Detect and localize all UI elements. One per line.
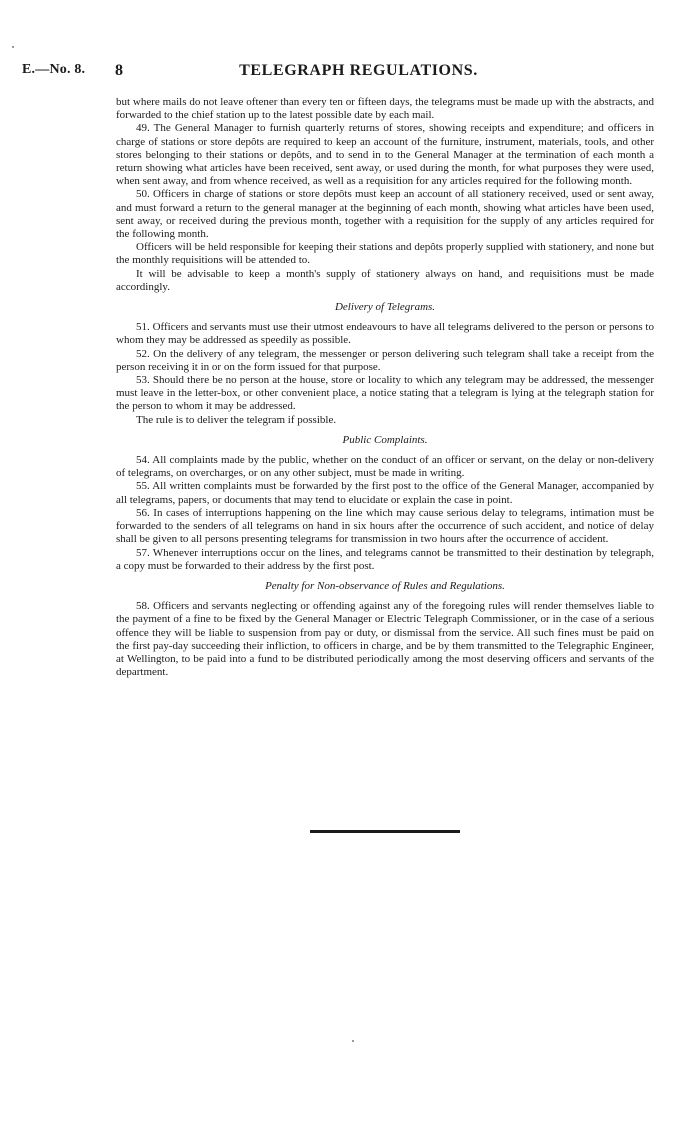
- scan-speck: [352, 1040, 354, 1042]
- page-number: 8: [115, 62, 123, 79]
- end-rule: [310, 830, 460, 833]
- section-heading-delivery: Delivery of Telegrams.: [334, 301, 436, 314]
- paragraph-57: 57. Whenever interruptions occur on the lines, and telegrams cannot be transmitted to their destination by telegraph, a copy must be forwarded to their address by the first post.: [116, 546, 654, 572]
- scan-speck: [12, 46, 14, 48]
- section-heading-penalty: Penalty for Non-observance of Rules and Regulations.: [265, 579, 505, 592]
- paragraph-54: 54. All complaints made by the public, whether on the conduct of an officer or servant, on the delay or non-delivery of telegrams, on overcharges, or on any other subject, must be made in writing.: [116, 454, 654, 480]
- document-reference: E.—No. 8.: [22, 62, 86, 77]
- paragraph-52: 52. On the delivery of any telegram, the messenger or person delivering such telegram shall take a receipt from the person receiving it in or on the form issued for that purpose.: [116, 347, 654, 373]
- page-header: [22, 62, 665, 82]
- paragraph-53-rule: The rule is to deliver the telegram if possible.: [136, 413, 337, 426]
- paragraph-49: 49. The General Manager to furnish quarterly returns of stores, showing receipts and expenditure; and officers in charge of stations or store depôts are required to keep an account of the furniture, instrument, materials, tools, and other stores belonging to their stations or depôts, and to send in to the General Manager at the termination of each month a return showing what articles have been received, sent away, or used during the month, for what purposes they were used, when sent away, and from whence received, as well as a requisition for any articles required for the following month.: [116, 122, 654, 188]
- paragraph-51: 51. Officers and servants must use their utmost endeavours to have all telegrams delivered to the person or persons to whom they may be addressed as speedily as possible.: [116, 321, 654, 347]
- running-title: TELEGRAPH REGULATIONS.: [239, 62, 478, 79]
- body-text: [116, 96, 654, 679]
- paragraph-50-responsibility: Officers will be held responsible for keeping their stations and depôts properly supplied with stationery, and none but the monthly requisitions will be attended to.: [116, 241, 654, 267]
- paragraph-58: 58. Officers and servants neglecting or offending against any of the foregoing rules will render themselves liable to the payment of a fine to be fixed by the General Manager or Electric Telegraph Commissioner, or in the case of a serious offence they will be liable to suspension from pay or duty, or dismissal from the service. All such fines must be paid on the first pay-day succeeding their infliction, to officers in charge, and be by them transmitted to the Telegraphic Engineer, at Wellington, to be paid into a fund to be distributed periodically among the most deserving officers and servants of the department.: [116, 600, 654, 679]
- paragraph-53: 53. Should there be no person at the house, store or locality to which any telegram may be addressed, the messenger must leave in the letter-box, or other convenient place, a notice stating that a telegram is lying at the telegraph station for the person to whom it may be addressed.: [116, 374, 654, 413]
- paragraph-continuation: but where mails do not leave oftener than every ten or fifteen days, the telegrams must be made up with the abstracts, and forwarded to the chief station up to the latest possible date by each mail.: [116, 96, 654, 122]
- paragraph-55: 55. All written complaints must be forwarded by the first post to the office of the General Manager, accompanied by all telegrams, papers, or documents that may tend to elucidate or explain the case in point.: [116, 480, 654, 506]
- section-heading-complaints: Public Complaints.: [342, 433, 428, 446]
- paragraph-50: 50. Officers in charge of stations or store depôts must keep an account of all stationery received, used or sent away, and must forward a return to the general manager at the beginning of each month, showing what articles have been used, sent away, or received during the previous month, together with a requisition for the supply of any articles required for the following month.: [116, 188, 654, 241]
- paragraph-50-supply: It will be advisable to keep a month's supply of stationery always on hand, and requisitions must be made accordingly.: [116, 267, 654, 293]
- paragraph-56: 56. In cases of interruptions happening on the line which may cause serious delay to telegrams, intimation must be forwarded to the senders of all telegrams on hand in six hours after the occurrence of such accident, and notice of delay shall be given to all persons presenting telegrams for transmission in two hours after the occurrence of accident.: [116, 506, 654, 546]
